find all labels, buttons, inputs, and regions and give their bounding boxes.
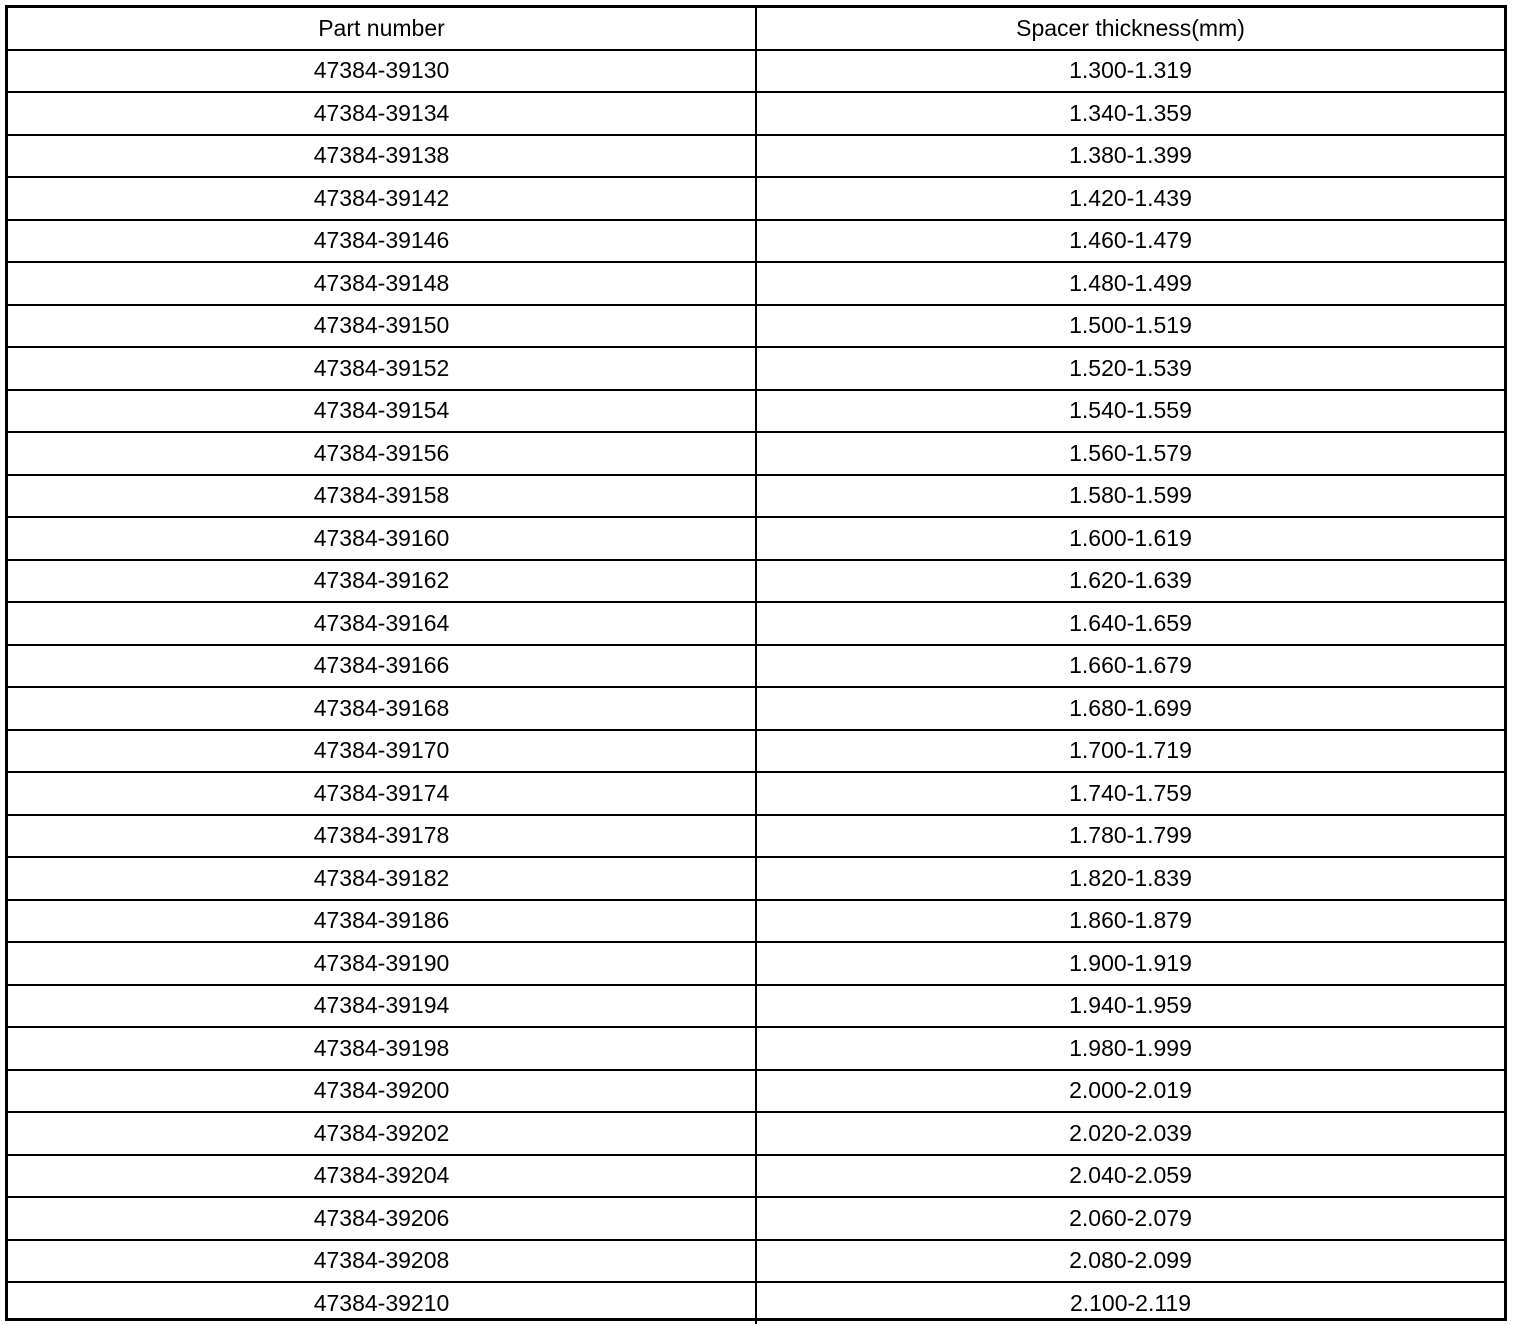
header-part-number: Part number <box>8 8 756 50</box>
spacer-thickness-cell: 1.520-1.539 <box>756 347 1504 390</box>
table-body <box>8 50 1504 1324</box>
spacer-thickness-cell: 1.780-1.799 <box>756 815 1504 858</box>
part-number-cell: 47384-39158 <box>8 475 756 518</box>
spacer-thickness-cell: 1.600-1.619 <box>756 517 1504 560</box>
table-row <box>8 517 1504 560</box>
part-number-cell: 47384-39202 <box>8 1112 756 1155</box>
spacer-thickness-table <box>8 8 1504 1324</box>
table-row <box>8 347 1504 390</box>
table-row <box>8 475 1504 518</box>
part-number-cell: 47384-39148 <box>8 262 756 305</box>
spacer-thickness-cell: 1.980-1.999 <box>756 1027 1504 1070</box>
table-row <box>8 602 1504 645</box>
table-row <box>8 1282 1504 1324</box>
part-number-cell: 47384-39190 <box>8 942 756 985</box>
part-number-cell: 47384-39162 <box>8 560 756 603</box>
spacer-thickness-cell: 1.300-1.319 <box>756 50 1504 93</box>
part-number-cell: 47384-39174 <box>8 772 756 815</box>
table-row <box>8 262 1504 305</box>
spacer-thickness-cell: 1.580-1.599 <box>756 475 1504 518</box>
table-row <box>8 985 1504 1028</box>
part-number-cell: 47384-39138 <box>8 135 756 178</box>
table-row <box>8 942 1504 985</box>
part-number-cell: 47384-39182 <box>8 857 756 900</box>
table-row <box>8 390 1504 433</box>
table-row <box>8 560 1504 603</box>
table-row <box>8 772 1504 815</box>
table-row <box>8 645 1504 688</box>
table-row <box>8 92 1504 135</box>
part-number-cell: 47384-39130 <box>8 50 756 93</box>
table-row <box>8 1240 1504 1283</box>
table-row <box>8 687 1504 730</box>
spacer-thickness-cell: 2.040-2.059 <box>756 1155 1504 1198</box>
table-header-row <box>8 8 1504 50</box>
table-row <box>8 1112 1504 1155</box>
table-row <box>8 1070 1504 1113</box>
spacer-thickness-cell: 1.700-1.719 <box>756 730 1504 773</box>
part-number-cell: 47384-39146 <box>8 220 756 263</box>
part-number-cell: 47384-39198 <box>8 1027 756 1070</box>
header-spacer-thickness: Spacer thickness(mm) <box>756 8 1504 50</box>
spacer-thickness-cell: 1.860-1.879 <box>756 900 1504 943</box>
table-row <box>8 1197 1504 1240</box>
table-row <box>8 730 1504 773</box>
spacer-thickness-cell: 1.900-1.919 <box>756 942 1504 985</box>
spacer-thickness-cell: 1.660-1.679 <box>756 645 1504 688</box>
part-number-cell: 47384-39210 <box>8 1282 756 1324</box>
part-number-cell: 47384-39160 <box>8 517 756 560</box>
spacer-thickness-cell: 2.100-2.119 <box>756 1282 1504 1324</box>
part-number-cell: 47384-39178 <box>8 815 756 858</box>
spacer-thickness-cell: 1.620-1.639 <box>756 560 1504 603</box>
spacer-thickness-cell: 1.480-1.499 <box>756 262 1504 305</box>
spacer-thickness-cell: 1.540-1.559 <box>756 390 1504 433</box>
part-number-cell: 47384-39206 <box>8 1197 756 1240</box>
spacer-thickness-cell: 2.060-2.079 <box>756 1197 1504 1240</box>
spacer-thickness-cell: 2.080-2.099 <box>756 1240 1504 1283</box>
part-number-cell: 47384-39164 <box>8 602 756 645</box>
spacer-thickness-cell: 1.420-1.439 <box>756 177 1504 220</box>
table-row <box>8 432 1504 475</box>
spacer-thickness-cell: 1.820-1.839 <box>756 857 1504 900</box>
part-number-cell: 47384-39156 <box>8 432 756 475</box>
table-row <box>8 305 1504 348</box>
spacer-thickness-cell: 2.020-2.039 <box>756 1112 1504 1155</box>
spacer-thickness-cell: 1.460-1.479 <box>756 220 1504 263</box>
part-number-cell: 47384-39208 <box>8 1240 756 1283</box>
part-number-cell: 47384-39152 <box>8 347 756 390</box>
part-number-cell: 47384-39204 <box>8 1155 756 1198</box>
spacer-thickness-cell: 1.380-1.399 <box>756 135 1504 178</box>
part-number-cell: 47384-39134 <box>8 92 756 135</box>
part-number-cell: 47384-39200 <box>8 1070 756 1113</box>
part-number-cell: 47384-39150 <box>8 305 756 348</box>
part-number-cell: 47384-39154 <box>8 390 756 433</box>
table-row <box>8 220 1504 263</box>
part-number-cell: 47384-39170 <box>8 730 756 773</box>
spacer-thickness-cell: 1.640-1.659 <box>756 602 1504 645</box>
part-number-cell: 47384-39166 <box>8 645 756 688</box>
spacer-thickness-cell: 1.940-1.959 <box>756 985 1504 1028</box>
spacer-thickness-cell: 1.560-1.579 <box>756 432 1504 475</box>
spacer-table-container <box>5 5 1507 1321</box>
part-number-cell: 47384-39142 <box>8 177 756 220</box>
spacer-thickness-cell: 2.000-2.019 <box>756 1070 1504 1113</box>
spacer-thickness-cell: 1.680-1.699 <box>756 687 1504 730</box>
table-row <box>8 857 1504 900</box>
table-row <box>8 1155 1504 1198</box>
spacer-thickness-cell: 1.740-1.759 <box>756 772 1504 815</box>
table-row <box>8 50 1504 93</box>
table-row <box>8 177 1504 220</box>
table-row <box>8 135 1504 178</box>
part-number-cell: 47384-39186 <box>8 900 756 943</box>
part-number-cell: 47384-39168 <box>8 687 756 730</box>
part-number-cell: 47384-39194 <box>8 985 756 1028</box>
spacer-thickness-cell: 1.340-1.359 <box>756 92 1504 135</box>
table-row <box>8 900 1504 943</box>
table-row <box>8 1027 1504 1070</box>
table-row <box>8 815 1504 858</box>
spacer-thickness-cell: 1.500-1.519 <box>756 305 1504 348</box>
